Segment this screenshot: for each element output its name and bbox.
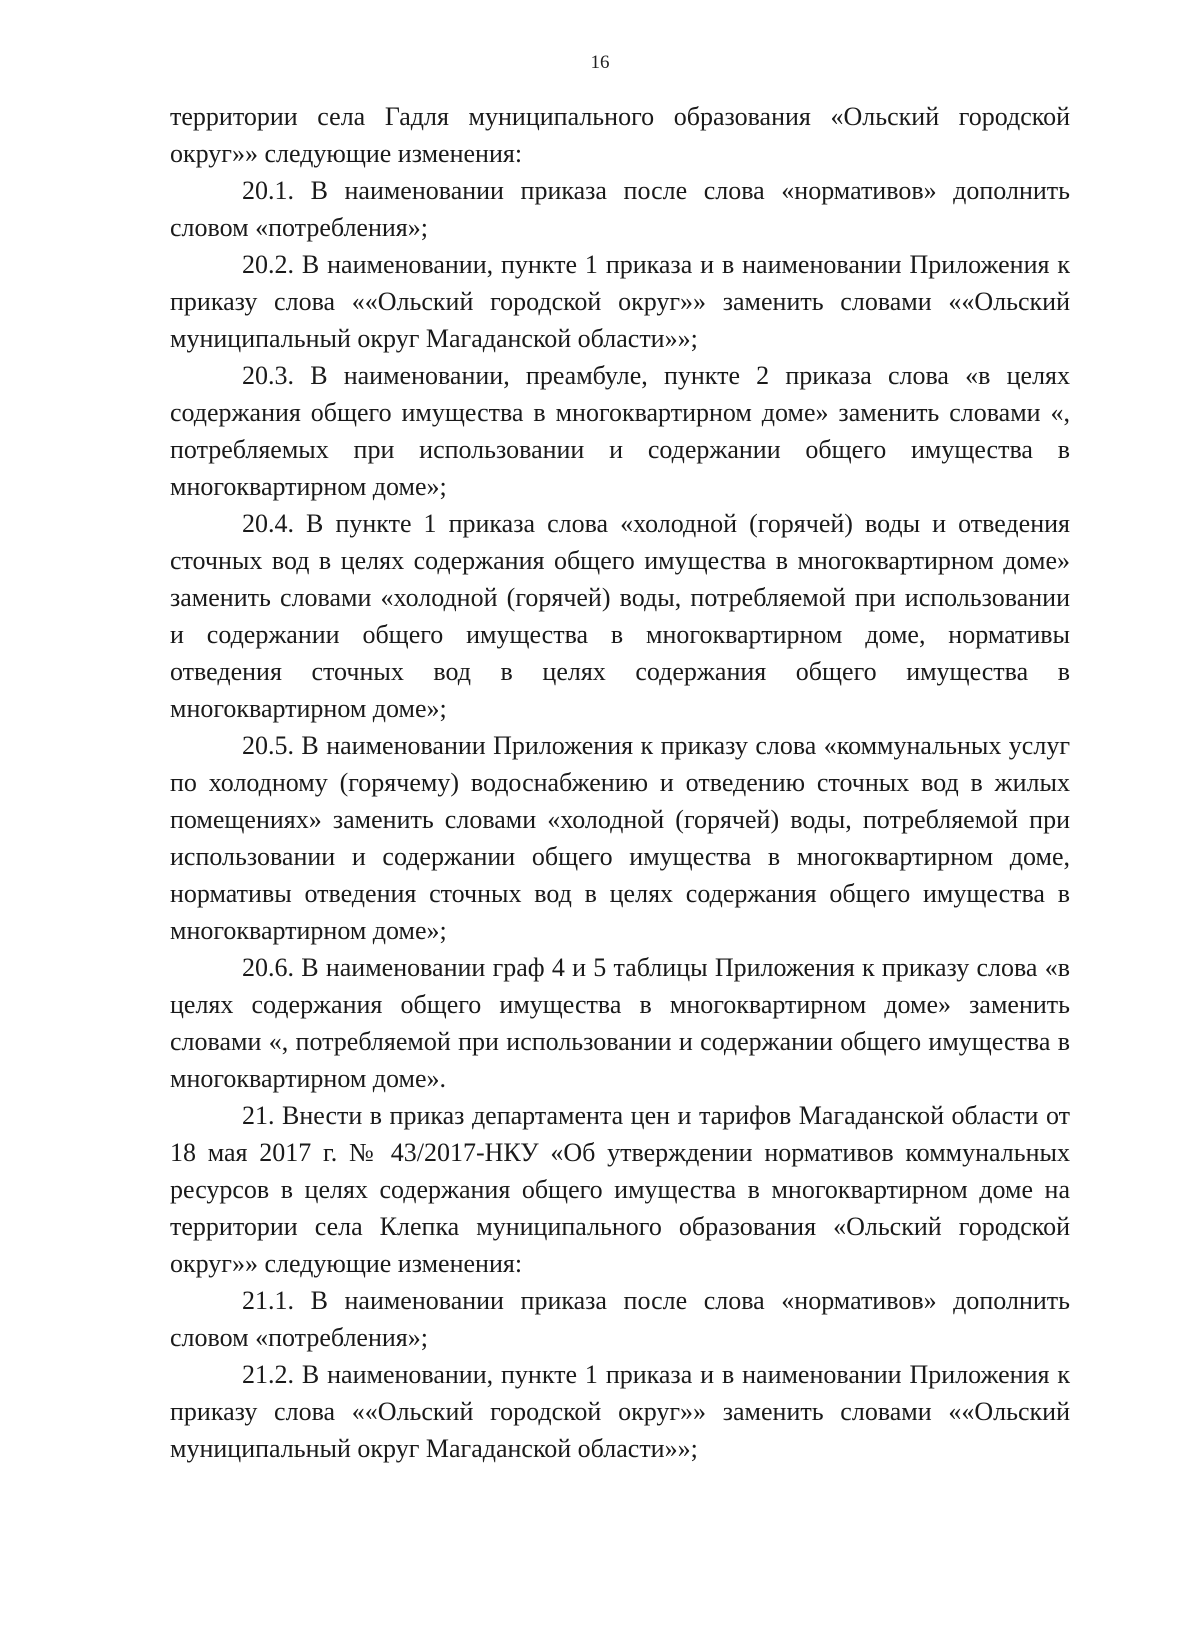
paragraph-20-4: 20.4. В пункте 1 приказа слова «холодной (горячей) воды и отведения сточных вод в целях содержания общего имущества в многоквартирном доме» заменить словами «холодной (горячей) воды, потребляемой при использовании и содержании общего имущества в многоквартирном доме, нормативы отведения сточных вод в целях содержания общего имущества в многоквартирном доме»; [170,509,1070,723]
paragraph-21-2: 21.2. В наименовании, пункте 1 приказа и в наименовании Приложения к приказу слова ««Ольский городской округ»» заменить словами ««Ольский муниципальный округ Магаданской области»»; [170,1360,1070,1463]
paragraph-20-3: 20.3. В наименовании, преамбуле, пункте 2 приказа слова «в целях содержания общего имущества в многоквартирном доме» заменить словами «, потребляемых при использовании и содержании общего имущества в многоквартирном доме»; [170,361,1070,501]
document-body [170,98,1070,1467]
page-number: 16 [590,52,610,73]
paragraph-20-2: 20.2. В наименовании, пункте 1 приказа и в наименовании Приложения к приказу слова ««Ольский городской округ»» заменить словами ««Ольский муниципальный округ Магаданской области»»; [170,250,1070,353]
paragraph-21: 21. Внести в приказ департамента цен и тарифов Магаданской области от 18 мая 2017 г. № 43/2017-НКУ «Об утверждении нормативов коммунальных ресурсов в целях содержания общего имущества в многоквартирном доме на территории села Клепка муниципального образования «Ольский городской округ»» следующие изменения: [170,1101,1070,1278]
paragraph-20-1: 20.1. В наименовании приказа после слова «нормативов» дополнить словом «потребления»; [170,176,1070,242]
paragraph-20-5: 20.5. В наименовании Приложения к приказу слова «коммунальных услуг по холодному (горячему) водоснабжению и отведению сточных вод в жилых помещениях» заменить словами «холодной (горячей) воды, потребляемой при использовании и содержании общего имущества в многоквартирном доме, нормативы отведения сточных вод в целях содержания общего имущества в многоквартирном доме»; [170,731,1070,945]
paragraph-20-6: 20.6. В наименовании граф 4 и 5 таблицы Приложения к приказу слова «в целях содержания общего имущества в многоквартирном доме» заменить словами «, потребляемой при использовании и содержании общего имущества в многоквартирном доме». [170,953,1070,1093]
paragraph-continuation: территории села Гадля муниципального образования «Ольский городской округ»» следующие изменения: [170,102,1070,168]
paragraph-21-1: 21.1. В наименовании приказа после слова «нормативов» дополнить словом «потребления»; [170,1286,1070,1352]
